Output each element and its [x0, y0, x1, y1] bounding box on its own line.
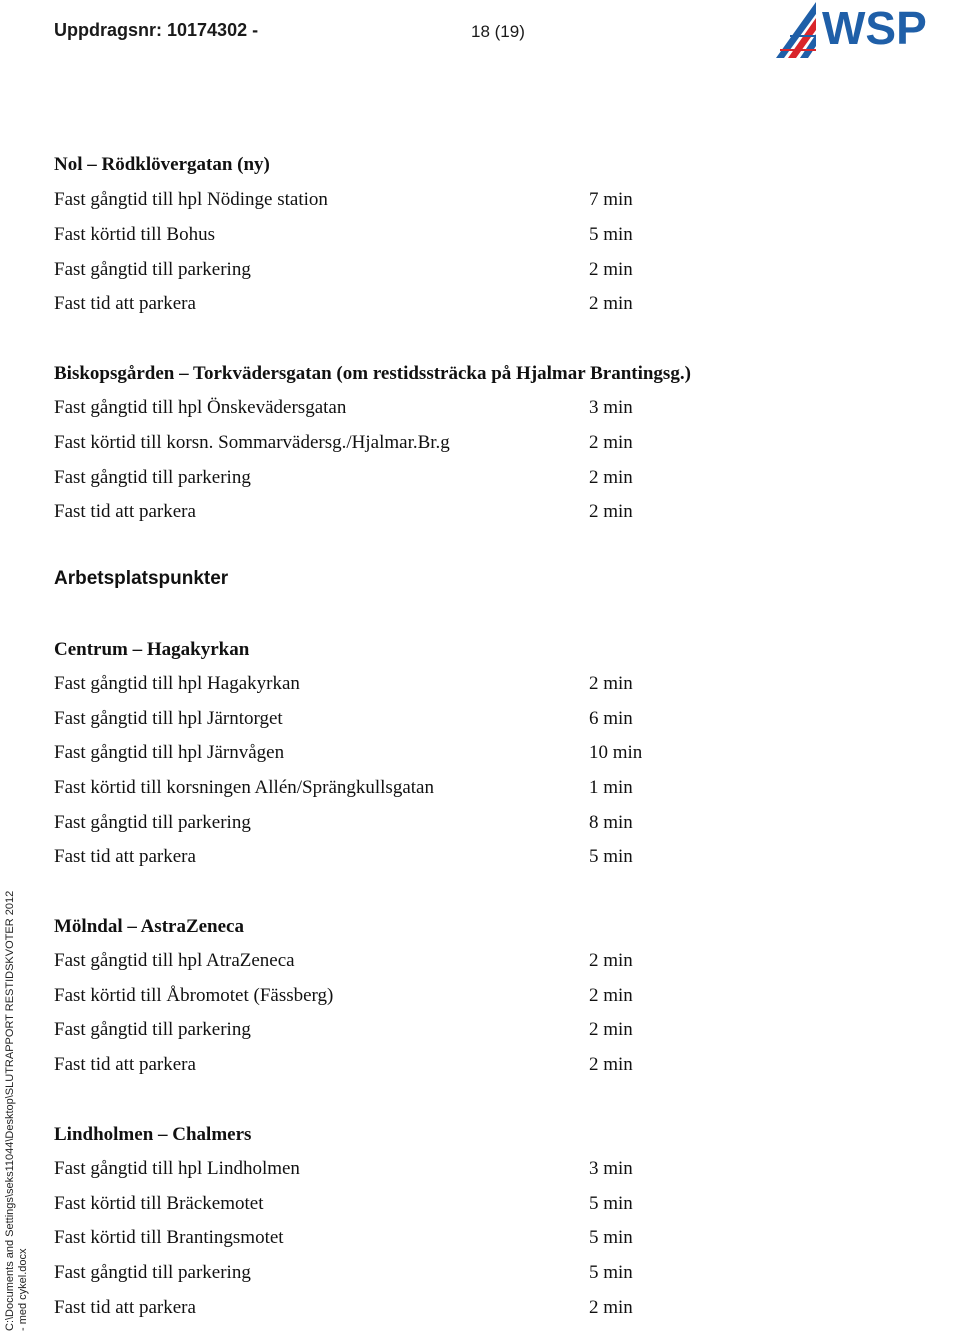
row-value: 10 min	[589, 742, 643, 763]
row-value: 5 min	[589, 1262, 633, 1283]
row-value: 2 min	[589, 985, 633, 1006]
file-path-line-2: - med cykel.docx	[17, 1248, 29, 1331]
row-label: Fast gångtid till parkering	[54, 467, 251, 488]
wsp-logo	[770, 0, 960, 62]
row-value: 5 min	[589, 224, 633, 245]
row-label: Fast tid att parkera	[54, 846, 196, 867]
row-label: Fast gångtid till parkering	[54, 812, 251, 833]
file-path-note	[4, 891, 30, 1331]
row-label: Fast körtid till Åbromotet (Fässberg)	[54, 985, 334, 1006]
row-value: 5 min	[589, 1227, 633, 1248]
row-value: 2 min	[589, 259, 633, 280]
row-label: Fast gångtid till parkering	[54, 1262, 251, 1283]
row-value: 2 min	[589, 1019, 633, 1040]
row-label: Fast körtid till Brantingsmotet	[54, 1227, 284, 1248]
row-value: 3 min	[589, 1158, 633, 1179]
row-label: Fast gångtid till hpl Hagakyrkan	[54, 673, 300, 694]
row-value: 1 min	[589, 777, 633, 798]
section-title: Mölndal – AstraZeneca	[54, 916, 244, 937]
row-label: Fast tid att parkera	[54, 501, 196, 522]
row-label: Fast körtid till korsningen Allén/Sprängkullsgatan	[54, 777, 434, 798]
row-label: Fast tid att parkera	[54, 1054, 196, 1075]
page-number: 18 (19)	[471, 22, 525, 41]
row-value: 2 min	[589, 432, 633, 453]
section-title: Nol – Rödklövergatan (ny)	[54, 154, 270, 175]
row-label: Fast gångtid till hpl AtraZeneca	[54, 950, 295, 971]
row-value: 5 min	[589, 1193, 633, 1214]
row-value: 2 min	[589, 673, 633, 694]
section-title: Lindholmen – Chalmers	[54, 1124, 252, 1145]
chapter-heading: Arbetsplatspunkter	[54, 568, 229, 589]
row-label: Fast tid att parkera	[54, 1297, 196, 1318]
row-value: 3 min	[589, 397, 633, 418]
row-value: 5 min	[589, 846, 633, 867]
row-label: Fast gångtid till hpl Nödinge station	[54, 189, 328, 210]
row-value: 2 min	[589, 950, 633, 971]
row-value: 8 min	[589, 812, 633, 833]
row-label: Fast körtid till Bräckemotet	[54, 1193, 264, 1214]
row-label: Fast gångtid till hpl Järnvågen	[54, 742, 285, 763]
row-label: Fast gångtid till parkering	[54, 259, 251, 280]
row-value: 7 min	[589, 189, 633, 210]
row-label: Fast tid att parkera	[54, 293, 196, 314]
row-label: Fast körtid till korsn. Sommarvädersg./Hjalmar.Br.g	[54, 432, 450, 453]
row-value: 2 min	[589, 1054, 633, 1075]
row-label: Fast gångtid till hpl Lindholmen	[54, 1158, 300, 1179]
row-value: 2 min	[589, 293, 633, 314]
row-value: 2 min	[589, 467, 633, 488]
assignment-number: Uppdragsnr: 10174302 -	[54, 20, 259, 40]
section-title: Biskopsgården – Torkvädersgatan (om restidssträcka på Hjalmar Brantingsg.)	[54, 363, 691, 384]
row-value: 2 min	[589, 501, 633, 522]
row-value: 2 min	[589, 1297, 633, 1318]
logo-text: WSP	[822, 2, 927, 54]
section-title: Centrum – Hagakyrkan	[54, 639, 250, 660]
row-label: Fast gångtid till hpl Järntorget	[54, 708, 283, 729]
row-label: Fast gångtid till hpl Önskevädersgatan	[54, 397, 347, 418]
file-path-line-1: C:\Documents and Settings\seks11044\Desktop\SLUTRAPPORT RESTIDSKVOTER 2012	[4, 890, 16, 1331]
row-label: Fast gångtid till parkering	[54, 1019, 251, 1040]
row-label: Fast körtid till Bohus	[54, 224, 215, 245]
row-value: 6 min	[589, 708, 633, 729]
logo-mark-icon	[776, 2, 816, 58]
